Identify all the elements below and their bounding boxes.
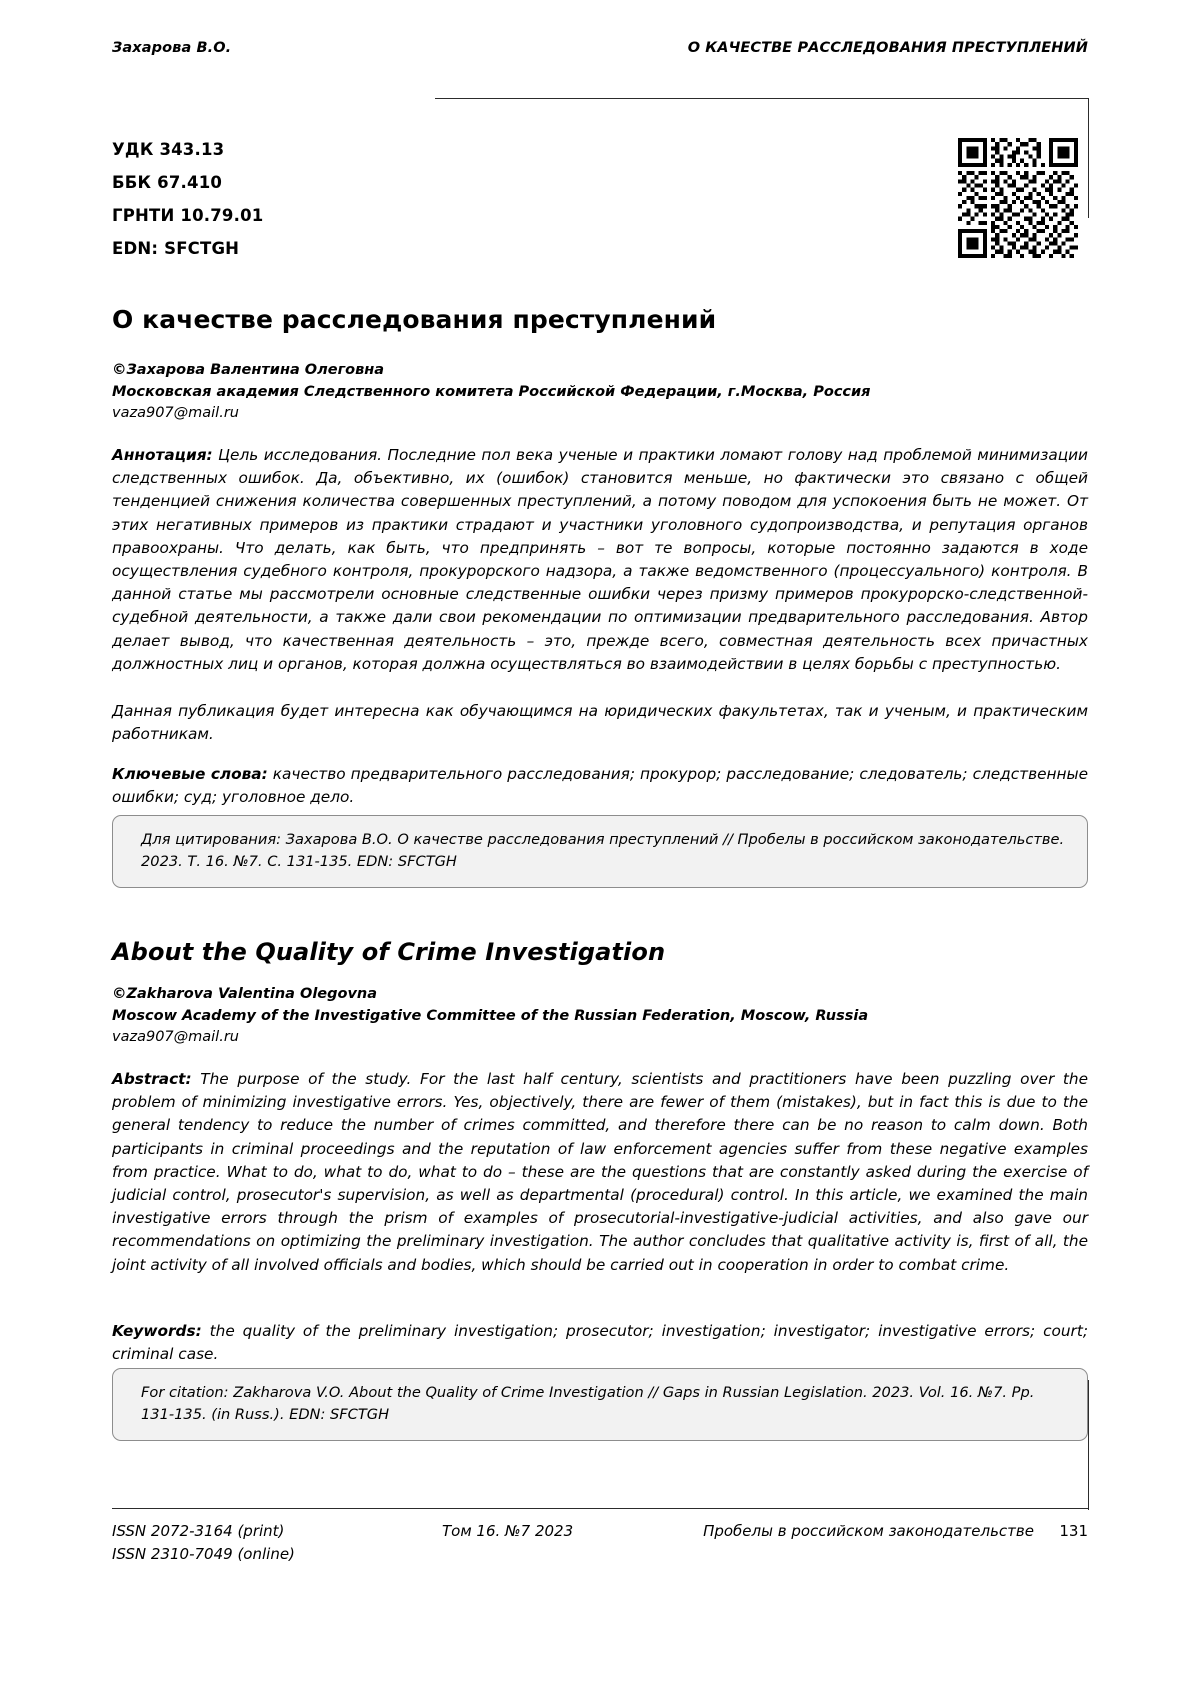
- footer-rule: [112, 1508, 1088, 1509]
- citation-text-en: Zakharova V.O. About the Quality of Crime Investigation // Gaps in Russian Legislation. 2023. Vol. 16. №7. Pp. 131-135. (in Russ.). EDN: SFCTGH: [141, 1384, 1035, 1423]
- page-title-ru: О качестве расследования преступлений: [112, 305, 717, 334]
- issn-print: ISSN 2072-3164 (print): [112, 1522, 285, 1540]
- journal-name: Пробелы в российском законодательстве: [703, 1522, 1034, 1540]
- keywords-text-en: the quality of the preliminary investigation; prosecutor; investigation; investigator; investigative errors; court; criminal case.: [112, 1322, 1088, 1364]
- grnti-code: ГРНТИ 10.79.01: [112, 206, 264, 225]
- page-footer: [112, 1520, 1088, 1566]
- abstract-label-ru: Аннотация:: [112, 446, 213, 464]
- author-email-ru[interactable]: vaza907@mail.ru: [112, 405, 239, 421]
- citation-box-ru: [112, 815, 1088, 888]
- author-email-en[interactable]: vaza907@mail.ru: [112, 1029, 239, 1045]
- abstract-text-ru: Цель исследования. Последние пол века ученые и практики ломают голову над проблемой минимизации следственных ошибок. Да, объективно, их (ошибок) становится меньше, но фактически это связано с общей тенденцией снижения количества совершенных преступлений, а потому поводом для успокоения быть не может. От этих негативных примеров из практики страдают и участники уголовного судопроизводства, и репутация органов правоохраны. Что делать, как быть, что предпринять – вот те вопросы, которые постоянно задаются в ходе осуществления судебного контроля, прокурорского надзора, а также ведомственного (процессуального) контроля. В данной статье мы рассмотрели основные следственные ошибки через призму примеров прокурорско-следственной-судебной деятельности, а также дали свои рекомендации по оптимизации предварительного расследования. Автор делает вывод, что качественная деятельность – это, прежде всего, совместная деятельность всех причастных должностных лиц и органов, которая должна осуществляться во взаимодействии в целях борьбы с преступностью.: [112, 446, 1088, 673]
- abstract-ru: [112, 444, 1088, 676]
- citation-text-ru: Захарова В.О. О качестве расследования преступлений // Пробелы в российском законодательстве. 2023. Т. 16. №7. С. 131-135. EDN: SFCTGH: [141, 831, 1065, 870]
- abstract-ru-secondary: Данная публикация будет интересна как обучающимся на юридических факультетах, так и ученым, и практическим работникам.: [112, 702, 1088, 744]
- author-name-ru: ©Захарова Валентина Олеговна: [112, 362, 385, 378]
- header-rule: [435, 98, 1088, 99]
- keywords-label-en: Keywords:: [112, 1322, 202, 1340]
- author-block-en: [112, 984, 1072, 1049]
- page-title-en: About the Quality of Crime Investigation: [112, 938, 666, 966]
- citation-label-en: For citation:: [141, 1384, 229, 1401]
- citation-label-ru: Для цитирования:: [141, 831, 282, 848]
- keywords-ru: [112, 763, 1088, 809]
- keywords-label-ru: Ключевые слова:: [112, 765, 268, 783]
- footer-vertical-rule: [1088, 1380, 1089, 1510]
- edn-code: EDN: SFCTGH: [112, 239, 240, 258]
- affiliation-en: Moscow Academy of the Investigative Committee of the Russian Federation, Moscow, Russia: [112, 1007, 869, 1024]
- issn-online: ISSN 2310-7049 (online): [112, 1545, 295, 1563]
- author-block-ru: [112, 360, 1072, 425]
- header-vertical-rule: [1088, 98, 1089, 218]
- affiliation-ru: Московская академия Следственного комитета Российской Федерации, г.Москва, Россия: [112, 383, 871, 400]
- abstract-label-en: Abstract:: [112, 1070, 192, 1088]
- running-head-title: О КАЧЕСТВЕ РАССЛЕДОВАНИЯ ПРЕСТУПЛЕНИЙ: [687, 40, 1088, 56]
- abstract-text-en: The purpose of the study. For the last half century, scientists and practitioners have been puzzling over the problem of minimizing investigative errors. Yes, objectively, there are fewer of them (mistakes), but in fact this is due to the general tendency to reduce the number of crimes committed, and therefore there can be no reason to calm down. Both participants in criminal proceedings and the reputation of law enforcement agencies suffer from these negative examples from practice. What to do, what to do, what to do – these are the questions that are constantly asked during the exercise of judicial control, prosecutor's supervision, as well as departmental (procedural) control. In this article, we examined the main investigative errors through the prism of examples of prosecutorial-investigative-judicial activities, and also gave our recommendations on optimizing the preliminary investigation. The author concludes that qualitative activity is, first of all, the joint activity of all involved officials and bodies, which should be carried out in cooperation in order to combat crime.: [112, 1070, 1088, 1274]
- abstract-en: [112, 1068, 1088, 1277]
- running-head: [112, 40, 1088, 56]
- page-number: 131: [1059, 1522, 1088, 1540]
- udk-code: УДК 343.13: [112, 140, 225, 159]
- qr-code-icon: [958, 138, 1078, 258]
- running-head-author: Захарова В.О.: [112, 40, 232, 56]
- volume-info: Том 16. №7 2023: [442, 1522, 574, 1540]
- classification-codes: [112, 133, 263, 265]
- author-name-en: ©Zakharova Valentina Olegovna: [112, 986, 378, 1002]
- keywords-text-ru: качество предварительного расследования; прокурор; расследование; следователь; следственные ошибки; суд; уголовное дело.: [112, 765, 1088, 807]
- keywords-en: [112, 1320, 1088, 1366]
- bbk-code: ББК 67.410: [112, 173, 223, 192]
- citation-box-en: [112, 1368, 1088, 1441]
